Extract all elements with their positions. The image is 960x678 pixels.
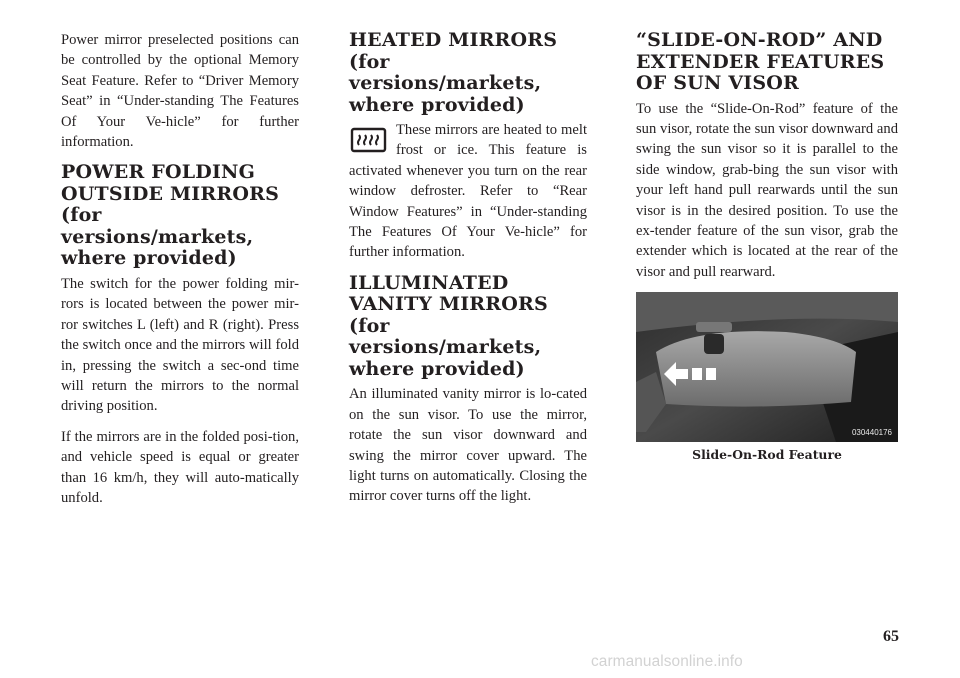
page-number: 65 <box>883 628 899 645</box>
column-left <box>61 30 299 518</box>
heated-mirrors-paragraph: These mirrors are heated to melt frost or ice. This feature is activated whenever you turn on the rear window defroster. Refer to “Rear Window Features” in “Under-standing The Features Of Your Ve-hicle” for further information. <box>349 122 587 261</box>
photo-id: 030440176 <box>851 428 892 438</box>
rear-defroster-icon <box>349 126 388 154</box>
slide-on-rod-heading: “SLIDE-ON-ROD” AND EXTENDER FEATURES OF SUN VISOR <box>636 29 885 94</box>
vanity-mirrors-heading: ILLUMINATED VANITY MIRRORS (for versions/markets, where provided) <box>349 271 548 380</box>
power-folding-heading: POWER FOLDING OUTSIDE MIRRORS (for versions/markets, where provided) <box>61 161 280 270</box>
vanity-mirrors-paragraph: An illuminated vanity mirror is lo-cated on the sun visor. To use the mirror, rotate the sun visor downward and swing the mirror cover upward. The light turns on automatically. Closing the mirror cover turns off the light. <box>349 386 587 505</box>
watermark: carmanualsonline.info <box>591 653 743 670</box>
column-right <box>636 30 898 462</box>
column-middle <box>349 30 587 517</box>
power-folding-paragraph: The switch for the power folding mir-rors is located between the power mir-ror switches L (left) and R (right). Press the switch once and the mirrors will fold in, pressing the switch a sec-ond time will return the mirrors to the normal driving position. <box>61 275 299 415</box>
slide-on-rod-paragraph: To use the “Slide-On-Rod” feature of the sun visor, rotate the sun visor downward and swing the sun visor so it is parallel to the side window, grab-bing the sun visor with your left hand pull rearwards until the sun visor is in the desired position. To use the ex-tender feature of the sun visor, grab the extender which is located at the rear of the visor and pull rearward. <box>636 100 898 280</box>
heated-mirrors-heading: HEATED MIRRORS (for versions/markets, where provided) <box>349 29 558 116</box>
sun-visor-photo <box>636 292 898 442</box>
photo-caption: Slide-On-Rod Feature <box>692 447 842 463</box>
memory-seat-paragraph: Power mirror preselected positions can be controlled by the optional Memory Seat Feature. Refer to “Driver Memory Seat” in “Under-standing The Features Of Your Ve-hicle” for further information. <box>61 32 299 151</box>
auto-unfold-paragraph: If the mirrors are in the folded posi-tion, and vehicle speed is equal or greater than 16 km/h, they will auto-matically unfold. <box>61 428 299 506</box>
